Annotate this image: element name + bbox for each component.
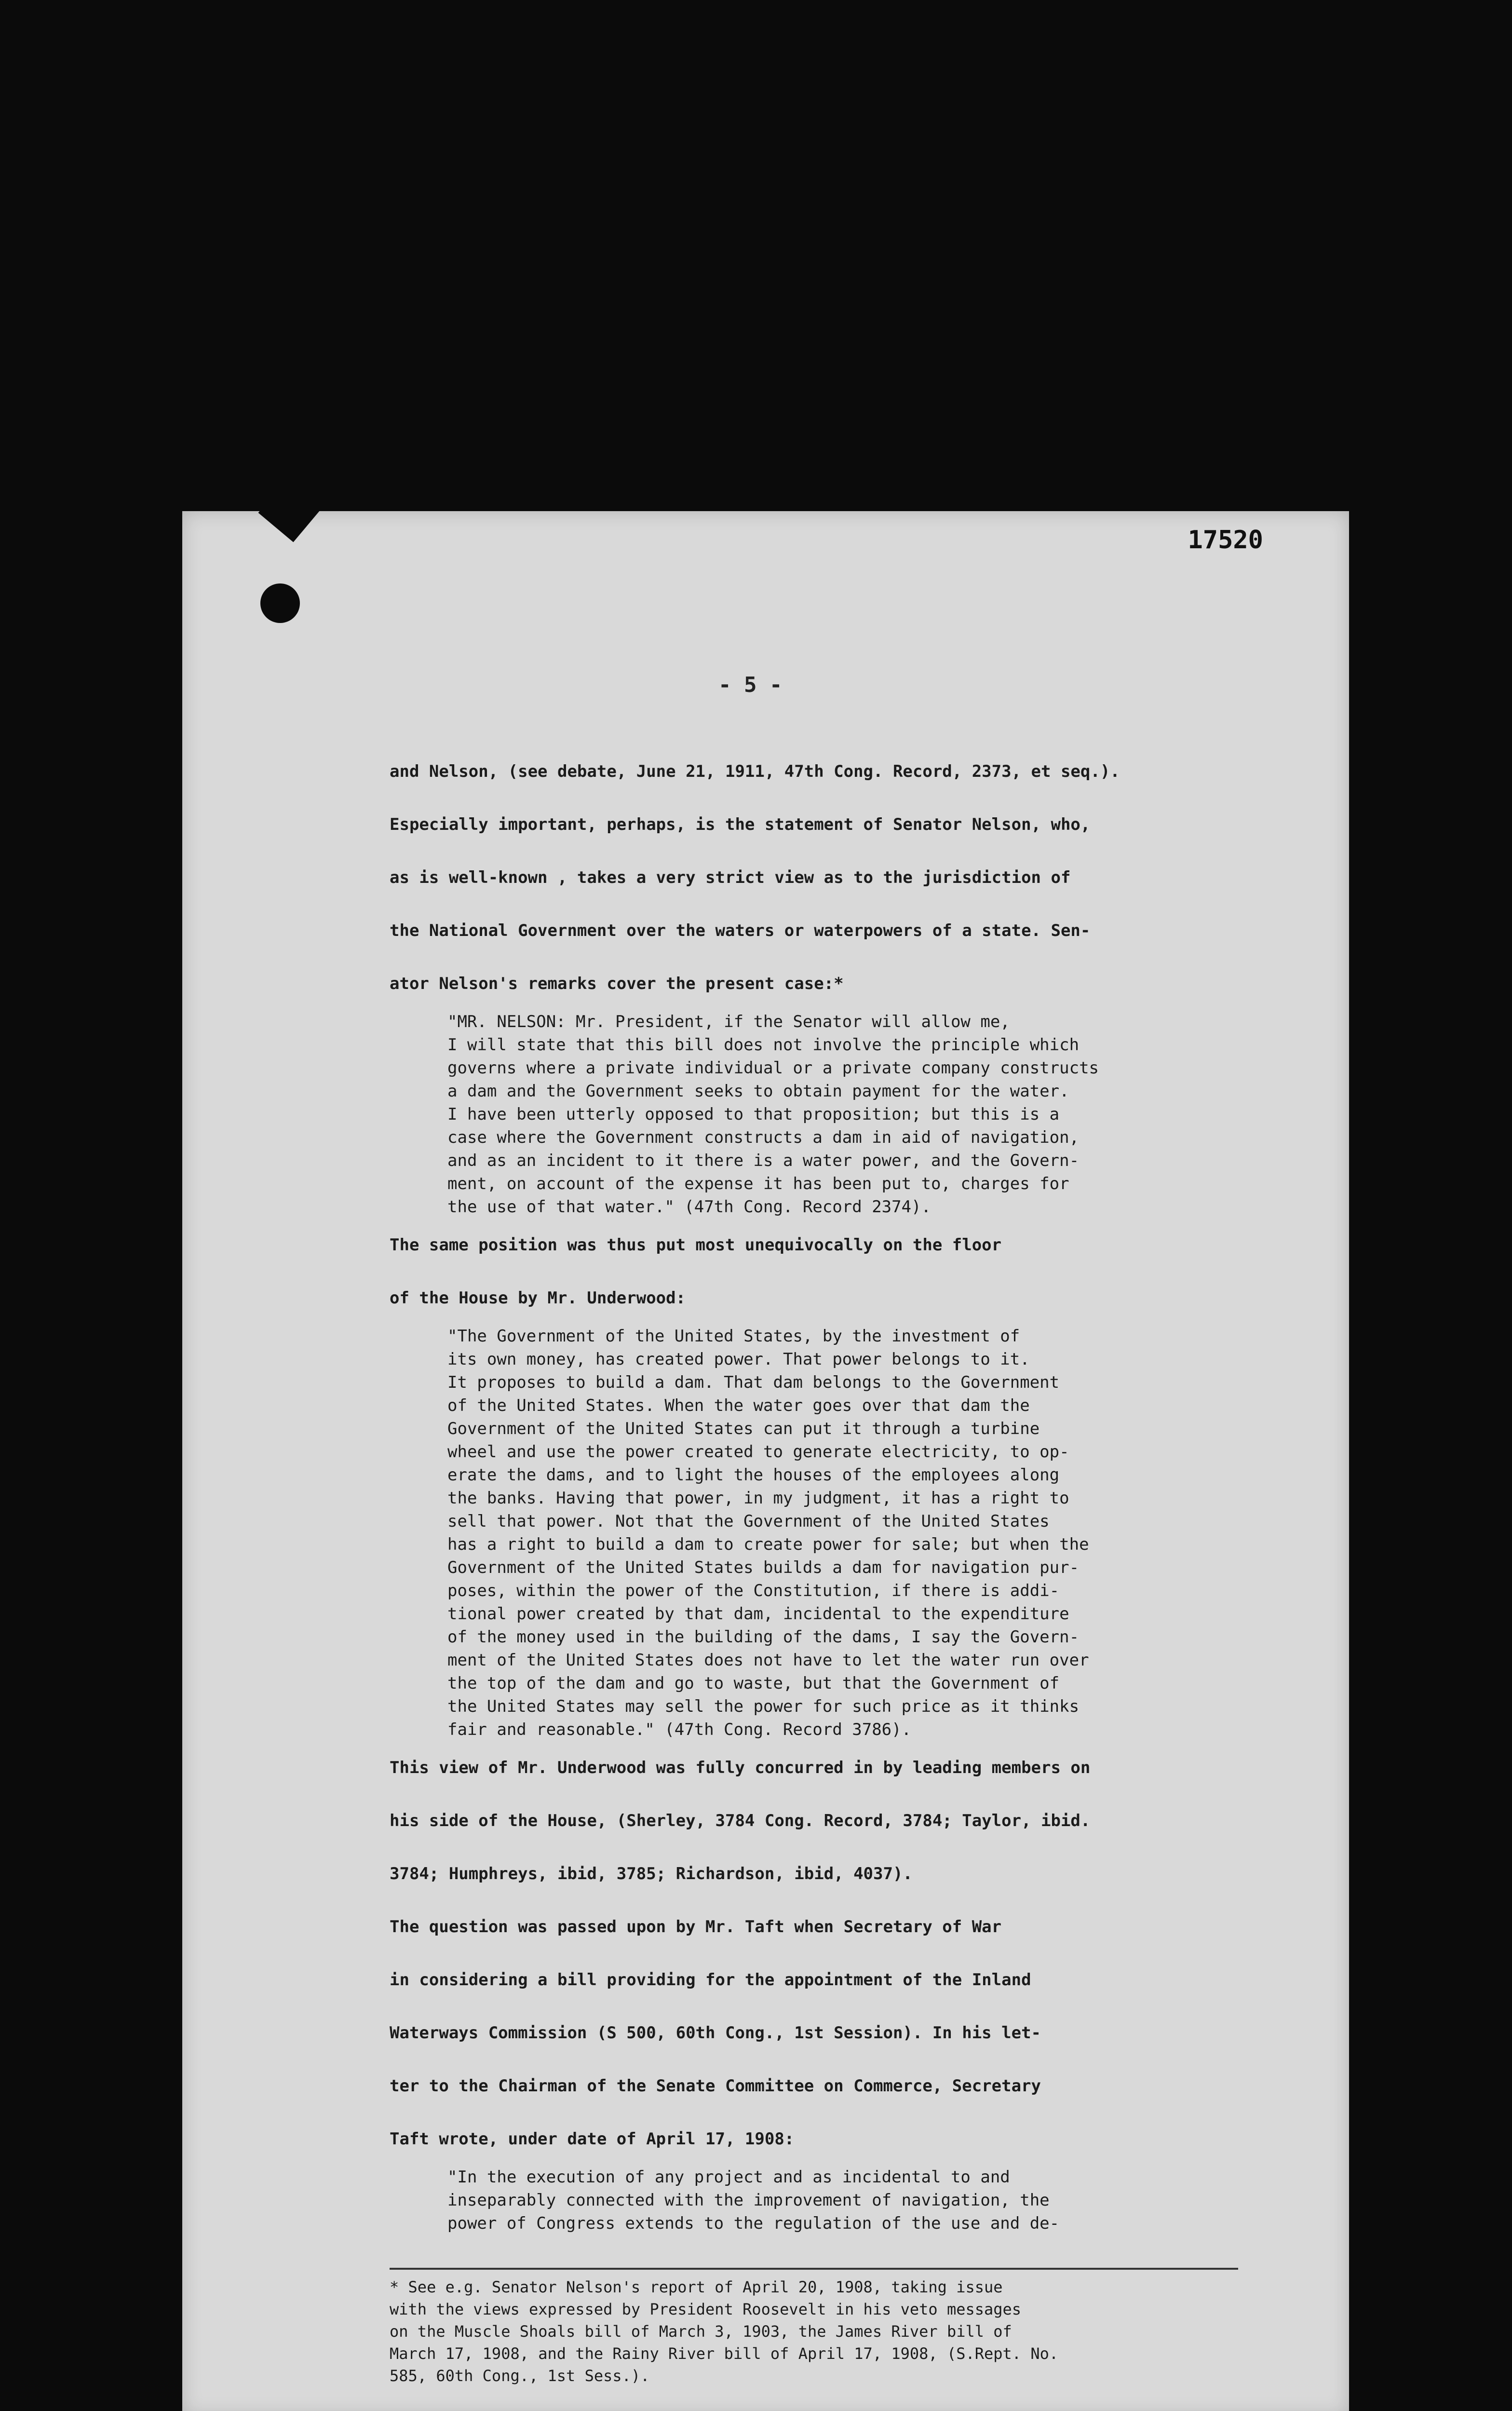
quote-line: "MR. NELSON: Mr. President, if the Senator will allow me, [447,1012,1010,1031]
nelson-quote [390,1010,1238,1219]
footnote-line: 585, 60th Cong., 1st Sess.). [390,2367,650,2385]
text-line: This view of Mr. Underwood was fully concurred in by leading members on [390,1758,1091,1777]
footnote-line: * See e.g. Senator Nelson's report of April 20, 1908, taking issue [390,2278,1003,2296]
text-line: Waterways Commission (S 500, 60th Cong., 1st Session). In his let- [390,2023,1041,2043]
text-line: The question was passed upon by Mr. Taft when Secretary of War [390,1917,1002,1937]
taft-quote [390,2166,1238,2235]
text-line: and Nelson, (see debate, June 21, 1911, 47th Cong. Record, 2373, et seq.). [390,762,1120,781]
quote-line: erate the dams, and to light the houses of the employees along [447,1465,1060,1485]
quote-line: the United States may sell the power for such price as it thinks [447,1697,1080,1716]
quote-line: a dam and the Government seeks to obtain payment for the water. [447,1082,1069,1101]
quote-line: Government of the United States can put it through a turbine [447,1419,1040,1438]
text-line: in considering a bill providing for the appointment of the Inland [390,1970,1031,1990]
footnote-line: March 17, 1908, and the Rainy River bill of April 17, 1908, (S.Rept. No. [390,2344,1059,2363]
quote-line: tional power created by that dam, incidental to the expenditure [447,1604,1069,1624]
page-number: - 5 - [718,673,783,697]
text-line: Especially important, perhaps, is the statement of Senator Nelson, who, [390,815,1091,834]
quote-line: the use of that water." (47th Cong. Record 2374). [447,1197,932,1217]
quote-line: wheel and use the power created to generate electricity, to op- [447,1442,1069,1462]
text-line: The same position was thus put most unequivocally on the floor [390,1235,1002,1255]
quote-line: its own money, has created power. That power belongs to it. [447,1350,1030,1369]
concurrence-paragraph [390,1741,1238,1900]
quote-line: the top of the dam and go to waste, but that the Government of [447,1674,1060,1693]
quote-line: ment of the United States does not have to let the water run over [447,1651,1089,1670]
document-body [390,745,1238,2235]
quote-line: ment, on account of the expense it has been put to, charges for [447,1174,1069,1193]
text-line: 3784; Humphreys, ibid, 3785; Richardson, ibid, 4037). [390,1864,913,1883]
quote-line: has a right to build a dam to create power for sale; but when the [447,1535,1089,1554]
text-line: the National Government over the waters or waterpowers of a state. Sen- [390,921,1091,940]
document-number: 17520 [1188,526,1263,555]
underwood-intro [390,1219,1238,1325]
quote-line: fair and reasonable." (47th Cong. Record 3786). [447,1720,912,1739]
quote-line: It proposes to build a dam. That dam belongs to the Government [447,1373,1060,1392]
quote-line: poses, within the power of the Constitution, if there is addi- [447,1581,1060,1600]
quote-line: I have been utterly opposed to that proposition; but this is a [447,1105,1060,1124]
quote-line: governs where a private individual or a private company constructs [447,1058,1099,1078]
quote-line: the banks. Having that power, in my judgment, it has a right to [447,1489,1069,1508]
footnote-line: on the Muscle Shoals bill of March 3, 1903, the James River bill of [390,2322,1012,2341]
quote-line: "In the execution of any project and as incidental to and [447,2167,1010,2187]
text-line: his side of the House, (Sherley, 3784 Cong. Record, 3784; Taylor, ibid. [390,1811,1091,1830]
underwood-quote [390,1325,1238,1741]
text-line: as is well-known , takes a very strict view as to the jurisdiction of [390,868,1071,887]
punch-hole [58,545,86,573]
taft-paragraph [390,1900,1238,2166]
opening-paragraph [390,745,1238,1010]
footnote-line: with the views expressed by President Roosevelt in his veto messages [390,2300,1022,2318]
text-line: ator Nelson's remarks cover the present case:* [390,974,844,993]
quote-line: Government of the United States builds a dam for navigation pur- [447,1558,1080,1577]
text-line: Taft wrote, under date of April 17, 1908: [390,2129,795,2149]
quote-line: of the money used in the building of the dams, I say the Govern- [447,1627,1080,1647]
quote-line: I will state that this bill does not involve the principle which [447,1035,1080,1055]
quote-line: inseparably connected with the improvement of navigation, the [447,2191,1050,2210]
quote-line: case where the Government constructs a dam in aid of navigation, [447,1128,1080,1147]
footnote-divider [390,2268,1238,2270]
text-line: of the House by Mr. Underwood: [390,1288,686,1308]
punch-hole [260,583,300,623]
quote-line: power of Congress extends to the regulation of the use and de- [447,2214,1060,2233]
quote-line: sell that power. Not that the Government of the United States [447,1512,1050,1531]
quote-line: of the United States. When the water goes over that dam the [447,1396,1030,1415]
quote-line: "The Government of the United States, by the investment of [447,1327,1020,1346]
quote-line: and as an incident to it there is a water power, and the Govern- [447,1151,1080,1170]
text-line: ter to the Chairman of the Senate Committee on Commerce, Secretary [390,2076,1041,2096]
footnote [390,2276,1238,2387]
